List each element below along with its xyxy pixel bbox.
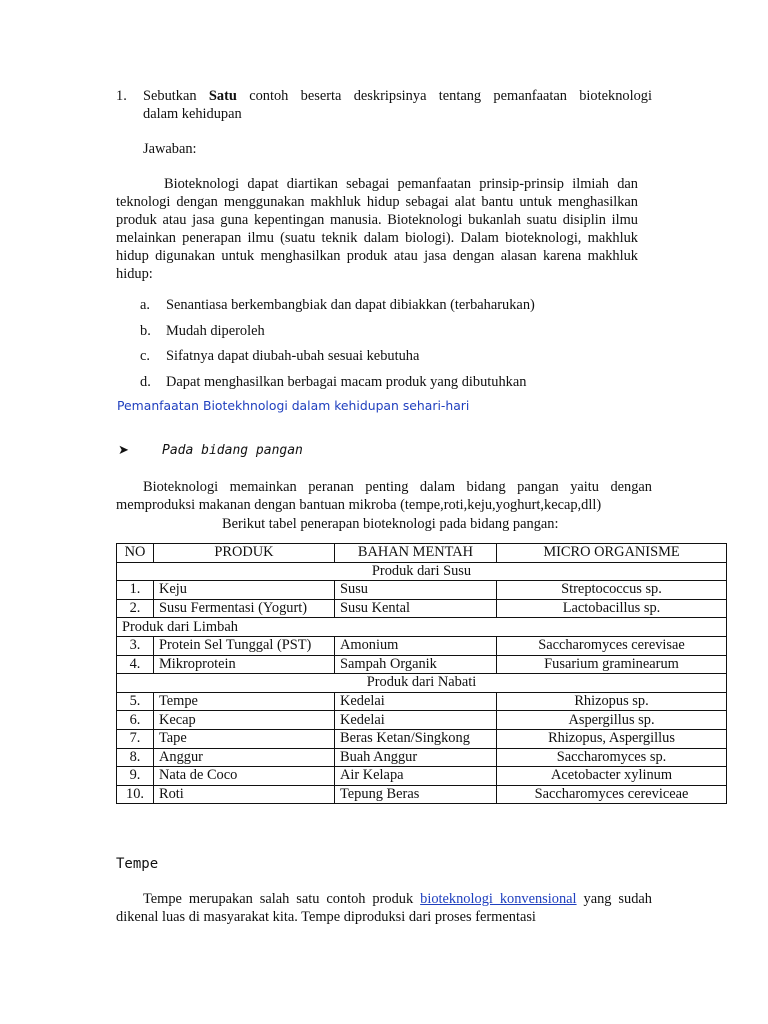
group-label: Produk dari Limbah — [117, 618, 727, 637]
list-item-text: Sifatnya dapat diubah-ubah sesuai kebutuha — [166, 348, 420, 364]
bullet-heading-text: Pada bidang pangan — [162, 443, 303, 458]
table-row — [117, 767, 727, 786]
list-item — [140, 373, 535, 399]
cell-micro: Lactobacillus sp. — [497, 599, 727, 618]
cell-bahan: Susu — [335, 581, 497, 600]
table-row — [117, 729, 727, 748]
table-row — [117, 655, 727, 674]
cell-bahan: Kedelai — [335, 692, 497, 711]
question-1 — [116, 87, 652, 123]
intro-paragraph — [116, 175, 638, 283]
food-paragraph-text: Bioteknologi memainkan peranan penting dalam bidang pangan yaitu dengan memproduksi makanan dengan bantuan mikroba (tempe,roti,keju,yoghurt,kecap,dll) — [116, 479, 652, 513]
group-label: Produk dari Susu — [117, 562, 727, 581]
konvensional-link[interactable]: bioteknologi konvensional — [420, 891, 577, 907]
header-bahan: BAHAN MENTAH — [335, 544, 497, 563]
cell-micro: Fusarium graminearum — [497, 655, 727, 674]
cell-produk: Tape — [154, 729, 335, 748]
list-item — [140, 347, 535, 373]
tempe-paragraph-pre: Tempe merupakan salah satu contoh produk — [143, 891, 414, 907]
cell-bahan: Air Kelapa — [335, 767, 497, 786]
table-header-row — [117, 544, 727, 563]
list-item-label: d. — [140, 373, 151, 390]
header-produk: PRODUK — [154, 544, 335, 563]
group-row-susu — [117, 562, 727, 581]
cell-produk: Mikroprotein — [154, 655, 335, 674]
cell-bahan: Sampah Organik — [335, 655, 497, 674]
food-paragraph — [116, 478, 652, 514]
cell-no: 7. — [117, 729, 154, 748]
list-item-label: a. — [140, 297, 150, 313]
answer-label: Jawaban: — [143, 141, 197, 157]
table-row — [117, 599, 727, 618]
cell-produk: Nata de Coco — [154, 767, 335, 786]
bullet-heading — [118, 442, 303, 460]
list-item-text: Dapat menghasilkan berbagai macam produk yang dibutuhkan — [166, 373, 527, 390]
cell-bahan: Amonium — [335, 636, 497, 655]
cell-micro: Rhizopus sp. — [497, 692, 727, 711]
cell-micro: Aspergillus sp. — [497, 711, 727, 730]
table-row — [117, 711, 727, 730]
table-row — [117, 748, 727, 767]
cell-produk: Susu Fermentasi (Yogurt) — [154, 599, 335, 618]
cell-produk: Anggur — [154, 748, 335, 767]
cell-micro: Streptococcus sp. — [497, 581, 727, 600]
question-text-line2: dalam kehidupan — [143, 106, 242, 122]
biotech-table — [116, 543, 727, 804]
cell-micro: Saccharomyces sp. — [497, 748, 727, 767]
list-item-text: Senantiasa berkembangbiak dan dapat dibiakkan (terbaharukan) — [166, 297, 535, 313]
link-heading[interactable]: Pemanfaatan Biotekhnologi dalam kehidupan sehari-hari — [117, 398, 470, 413]
list-item-label: c. — [140, 348, 150, 364]
arrowhead-bullet-icon: ➤ — [118, 443, 129, 458]
reasons-list — [140, 296, 535, 398]
question-number: 1. — [116, 88, 127, 104]
tempe-paragraph — [116, 890, 652, 926]
cell-produk: Protein Sel Tunggal (PST) — [154, 636, 335, 655]
question-pre: Sebutkan — [143, 88, 197, 104]
intro-paragraph-text: Bioteknologi dapat diartikan sebagai pemanfaatan prinsip-prinsip ilmiah dan teknologi dengan menggunakan makhluk hidup sebagai alat bantu untuk menghasilkan produk atau jasa guna kepentingan manusia. Bioteknologi bukanlah suatu disiplin ilmu melainkan penerapan ilmu (suatu teknik dalam biologi). Dalam bioteknologi, makhluk hidup digunakan untuk menghasilkan produk atau jasa dengan alasan karena makhluk hidup: — [116, 176, 638, 282]
cell-micro: Saccharomyces cerevisae — [497, 636, 727, 655]
table-row — [117, 785, 727, 804]
cell-no: 10. — [117, 785, 154, 804]
cell-produk: Kecap — [154, 711, 335, 730]
group-row-nabati — [117, 674, 727, 693]
question-bold: Satu — [208, 88, 237, 104]
cell-produk: Roti — [154, 785, 335, 804]
tempe-heading: Tempe — [116, 856, 159, 872]
cell-bahan: Susu Kental — [335, 599, 497, 618]
cell-no: 1. — [117, 581, 154, 600]
table-row — [117, 692, 727, 711]
list-item-text: Mudah diperoleh — [166, 322, 265, 339]
cell-no: 9. — [117, 767, 154, 786]
cell-micro: Acetobacter xylinum — [497, 767, 727, 786]
header-micro: MICRO ORGANISME — [497, 544, 727, 563]
cell-no: 3. — [117, 636, 154, 655]
cell-no: 5. — [117, 692, 154, 711]
list-item — [140, 296, 535, 322]
cell-bahan: Tepung Beras — [335, 785, 497, 804]
table-caption: Berikut tabel penerapan bioteknologi pada bidang pangan: — [222, 516, 559, 532]
group-label: Produk dari Nabati — [117, 674, 727, 693]
list-item — [140, 322, 535, 348]
cell-no: 6. — [117, 711, 154, 730]
group-row-limbah — [117, 618, 727, 637]
cell-micro: Saccharomyces cereviceae — [497, 785, 727, 804]
cell-bahan: Kedelai — [335, 711, 497, 730]
cell-no: 2. — [117, 599, 154, 618]
cell-micro: Rhizopus, Aspergillus — [497, 729, 727, 748]
list-item-label: b. — [140, 322, 151, 339]
cell-produk: Tempe — [154, 692, 335, 711]
table-row — [117, 581, 727, 600]
cell-produk: Keju — [154, 581, 335, 600]
question-text-line1 — [143, 87, 652, 105]
cell-no: 4. — [117, 655, 154, 674]
question-post: contoh beserta deskripsinya tentang pemanfaatan bioteknologi — [249, 88, 652, 104]
header-no: NO — [117, 544, 154, 563]
cell-bahan: Beras Ketan/Singkong — [335, 729, 497, 748]
cell-bahan: Buah Anggur — [335, 748, 497, 767]
table-row — [117, 636, 727, 655]
tempe-paragraph-post: yang sudah dikenal luas di masyarakat kita. Tempe diproduksi dari proses fermentasi — [116, 891, 652, 925]
cell-no: 8. — [117, 748, 154, 767]
